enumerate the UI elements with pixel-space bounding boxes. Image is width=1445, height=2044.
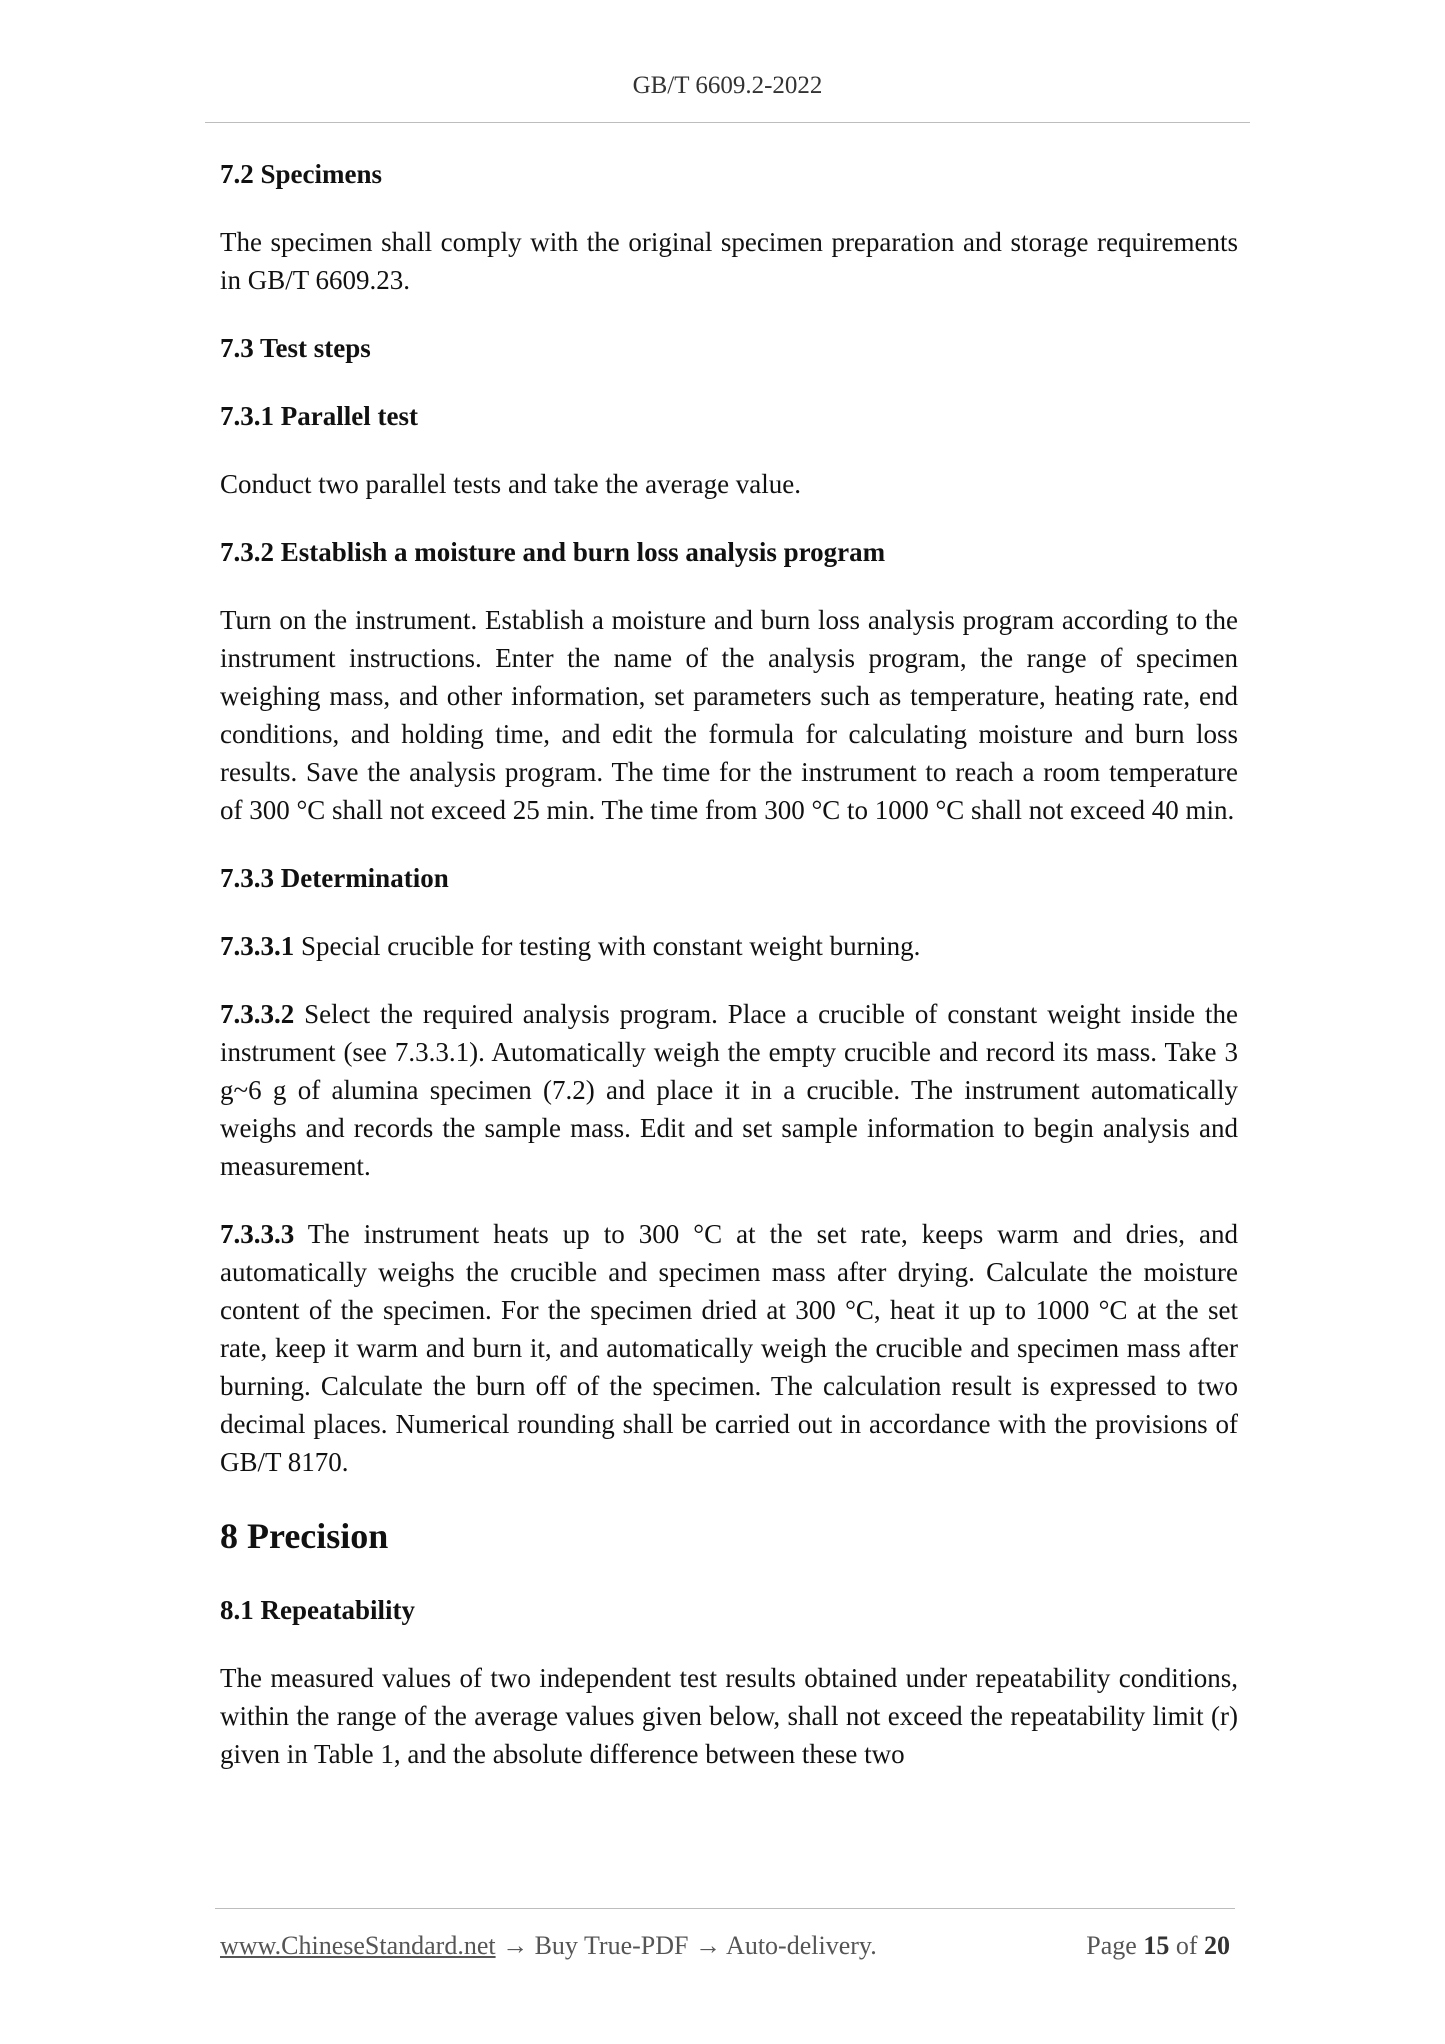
of-label: of — [1175, 1931, 1198, 1960]
clause-text: Special crucible for testing with constant weight burning. — [294, 931, 921, 961]
clause-number: 7.3.3.3 — [220, 1219, 295, 1249]
clause-number: 7.3.3.2 — [220, 999, 295, 1029]
header-divider — [205, 122, 1250, 123]
section-7-3-1-heading: 7.3.1 Parallel test — [220, 401, 418, 431]
section-7-3-1-body: Conduct two parallel tests and take the average value. — [220, 469, 802, 499]
clause-7-3-3-3 — [220, 1215, 1238, 1481]
section-7-3-3-heading: 7.3.3 Determination — [220, 863, 449, 893]
page-footer — [220, 1928, 1230, 1964]
section-8-1-body: The measured values of two independent test results obtained under repeatability conditions, within the range of the average values given below, shall not exceed the repeatability limit (r) given in Table 1, and the absolute difference between these two — [220, 1663, 1238, 1769]
site-link[interactable]: www.ChineseStandard.net — [220, 1931, 496, 1960]
page-body — [220, 155, 1238, 1803]
clause-text: Select the required analysis program. Place a crucible of constant weight inside the instrument (see 7.3.3.1). Automatically weigh the empty crucible and record its mass. Take 3 g~6 g of alumina specimen (7.2) and place it in a crucible. The instrument automatically weighs and records the sample mass. Edit and set sample information to begin analysis and measurement. — [220, 999, 1238, 1181]
section-7-3-2-body: Turn on the instrument. Establish a moisture and burn loss analysis program according to the instrument instructions. Enter the name of the analysis program, the range of specimen weighing mass, and other information, set parameters such as temperature, heating rate, end conditions, and holding time, and edit the formula for calculating moisture and burn loss results. Save the analysis program. The time for the instrument to reach a room temperature of 300 °C shall not exceed 25 min. The time from 300 °C to 1000 °C shall not exceed 40 min. — [220, 605, 1238, 825]
clause-7-3-3-1 — [220, 927, 1238, 965]
section-8-heading: 8 Precision — [220, 1516, 389, 1556]
page-total: 20 — [1204, 1931, 1230, 1960]
promo-text: → Buy True-PDF → Auto-delivery. — [495, 1931, 877, 1960]
section-7-2-body: The specimen shall comply with the original specimen preparation and storage requirements in GB/T 6609.23. — [220, 227, 1238, 295]
running-header: GB/T 6609.2-2022 — [632, 72, 823, 99]
footer-divider — [215, 1908, 1235, 1909]
section-7-3-heading: 7.3 Test steps — [220, 333, 371, 363]
section-7-3-2-heading: 7.3.2 Establish a moisture and burn loss analysis program — [220, 537, 886, 567]
page-label: Page — [1086, 1931, 1137, 1960]
clause-text: The instrument heats up to 300 °C at the set rate, keeps warm and dries, and automatically weighs the crucible and specimen mass after drying. Calculate the moisture content of the specimen. For the specimen dried at 300 °C, heat it up to 1000 °C at the set rate, keep it warm and burn it, and automatically weigh the crucible and specimen mass after burning. Calculate the burn off of the specimen. The calculation result is expressed to two decimal places. Numerical rounding shall be carried out in accordance with the provisions of GB/T 8170. — [220, 1219, 1238, 1477]
footer-promo — [220, 1928, 877, 1964]
page-current: 15 — [1143, 1931, 1170, 1960]
section-7-2-heading: 7.2 Specimens — [220, 159, 382, 189]
section-8-1-heading: 8.1 Repeatability — [220, 1595, 415, 1625]
clause-number: 7.3.3.1 — [220, 931, 295, 961]
clause-7-3-3-2 — [220, 995, 1238, 1185]
page-number — [1086, 1928, 1230, 1964]
